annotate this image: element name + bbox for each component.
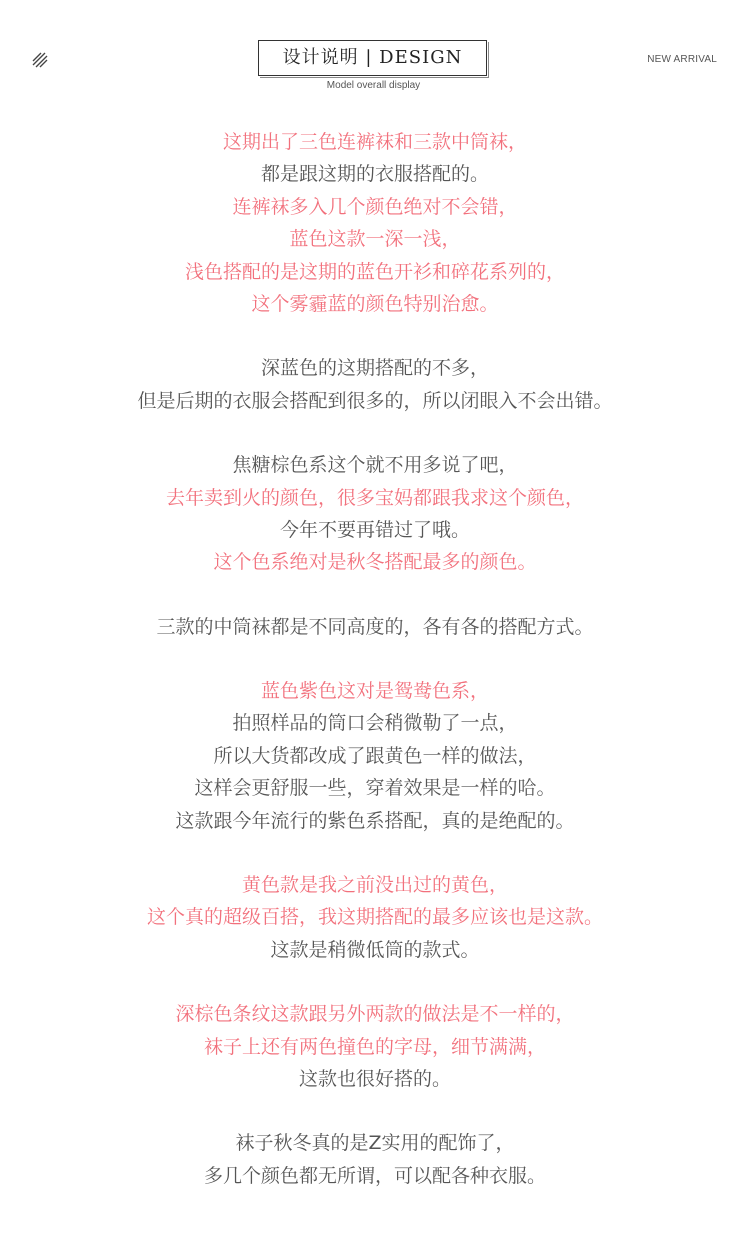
description-content (0, 126, 750, 1224)
text-line: 拍照样品的筒口会稍微勒了一点， (232, 712, 518, 735)
text-line: 都是跟这期的衣服搭配的。 (260, 163, 489, 186)
text-line: 这样会更舒服一些，穿着效果是一样的哈。 (194, 777, 556, 800)
text-line: 焦糖棕色系这个就不用多说了吧， (232, 454, 518, 477)
text-line: 三款的中筒袜都是不同高度的，各有各的搭配方式。 (156, 615, 594, 638)
paragraph (0, 126, 750, 320)
text-line: 这款也很好搭的。 (298, 1067, 451, 1090)
text-line: 但是后期的衣服会搭配到很多的，所以闭眼入不会出错。 (137, 389, 613, 412)
text-line: 这个雾霾蓝的颜色特别治愈。 (251, 292, 499, 315)
text-line: 所以大货都改成了跟黄色一样的做法， (213, 744, 537, 767)
text-line: 深蓝色的这期搭配的不多， (260, 357, 489, 380)
page-title: 设计说明 | DESIGN (282, 47, 463, 68)
diagonal-lines-icon (31, 51, 49, 69)
text-line: 浅色搭配的是这期的蓝色开衫和碎花系列的， (184, 260, 565, 283)
text-line: 连裤袜多入几个颜色绝对不会错， (232, 195, 518, 218)
text-line: 袜子秋冬真的是Z实用的配饰了， (235, 1132, 515, 1155)
text-line: 这期出了三色连裤袜和三款中筒袜， (222, 131, 527, 153)
text-line: 去年卖到火的颜色，很多宝妈都跟我求这个颜色， (165, 486, 584, 509)
page-subtitle: Model overall display (326, 80, 421, 91)
text-line: 这款跟今年流行的紫色系搭配，真的是绝配的。 (175, 809, 575, 832)
text-line: 蓝色这款一深一浅， (289, 228, 461, 251)
paragraph (0, 998, 750, 1095)
paragraph (0, 352, 750, 417)
text-line: 多几个颜色都无所谓，可以配各种衣服。 (203, 1164, 546, 1187)
text-line: 今年不要再错过了哦。 (279, 518, 470, 541)
paragraph (0, 611, 750, 643)
paragraph (0, 449, 750, 579)
design-title-box (258, 40, 489, 78)
paragraph (0, 1127, 750, 1192)
text-line: 蓝色紫色这对是鸳鸯色系， (260, 680, 489, 703)
paragraph (0, 869, 750, 966)
text-line: 黄色款是我之前没出过的黄色， (241, 874, 508, 897)
new-arrival-tag: NEW ARRIVAL (647, 54, 717, 65)
text-line: 深棕色条纹这款跟另外两款的做法是不一样的， (175, 1003, 575, 1026)
text-line: 这款是稍微低筒的款式。 (270, 938, 480, 961)
text-line: 这个色系绝对是秋冬搭配最多的颜色。 (213, 551, 537, 574)
text-line: 这个真的超级百搭，我这期搭配的最多应该也是这款。 (146, 906, 603, 929)
text-line: 袜子上还有两色撞色的字母，细节满满， (203, 1035, 546, 1058)
header (0, 0, 750, 110)
paragraph (0, 675, 750, 837)
